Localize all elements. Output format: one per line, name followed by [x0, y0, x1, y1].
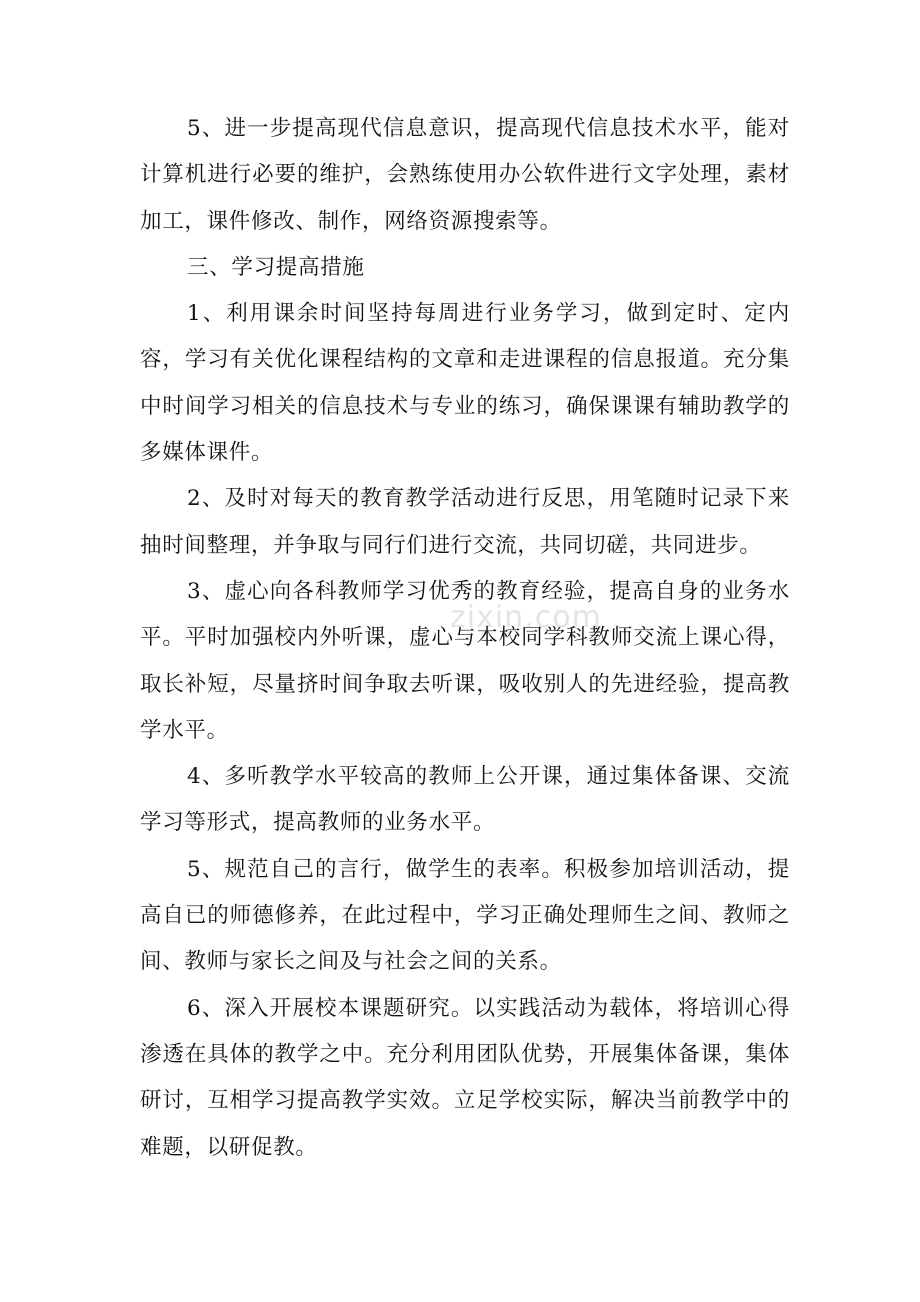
- paragraph-measure-3: 3、虚心向各科教师学习优秀的教育经验，提高自身的业务水平。平时加强校内外听课，虚心与本校同学科教师交流上课心得，取长补短，尽量挤时间争取去听课，吸收别人的先进经验，提高教学水平。: [140, 578, 790, 743]
- paragraph-measure-5: 5、规范自己的言行，做学生的表率。积极参加培训活动，提高自已的师德修养，在此过程中，学习正确处理师生之间、教师之间、教师与家长之间及与社会之间的关系。: [140, 856, 790, 975]
- paragraph-measure-2: 2、及时对每天的教育教学活动进行反思，用笔随时记录下来抽时间整理，并争取与同行们进行交流，共同切磋，共同进步。: [140, 486, 790, 558]
- document-body: [140, 106, 790, 1171]
- paragraph-measure-6: 6、深入开展校本课题研究。以实践活动为载体，将培训心得渗透在具体的教学之中。充分利用团队优势，开展集体备课，集体研讨，互相学习提高教学实效。立足学校实际，解决当前教学中的难题，以研促教。: [140, 995, 790, 1160]
- watermark: zixin.com: [450, 600, 602, 635]
- paragraph-measure-1: 1、利用课余时间坚持每周进行业务学习，做到定时、定内容，学习有关优化课程结构的文章和走进课程的信息报道。充分集中时间学习相关的信息技术与专业的练习，确保课课有辅助教学的多媒体课件。: [140, 301, 790, 466]
- paragraph-item-5-skills: 5、进一步提高现代信息意识，提高现代信息技术水平，能对计算机进行必要的维护，会熟练使用办公软件进行文字处理，素材加工，课件修改、制作，网络资源搜索等。: [140, 116, 790, 234]
- paragraph-measure-4: 4、多听教学水平较高的教师上公开课，通过集体备课、交流学习等形式，提高教师的业务水平。: [140, 764, 790, 836]
- section-heading-measures: 三、学习提高措施: [187, 254, 365, 280]
